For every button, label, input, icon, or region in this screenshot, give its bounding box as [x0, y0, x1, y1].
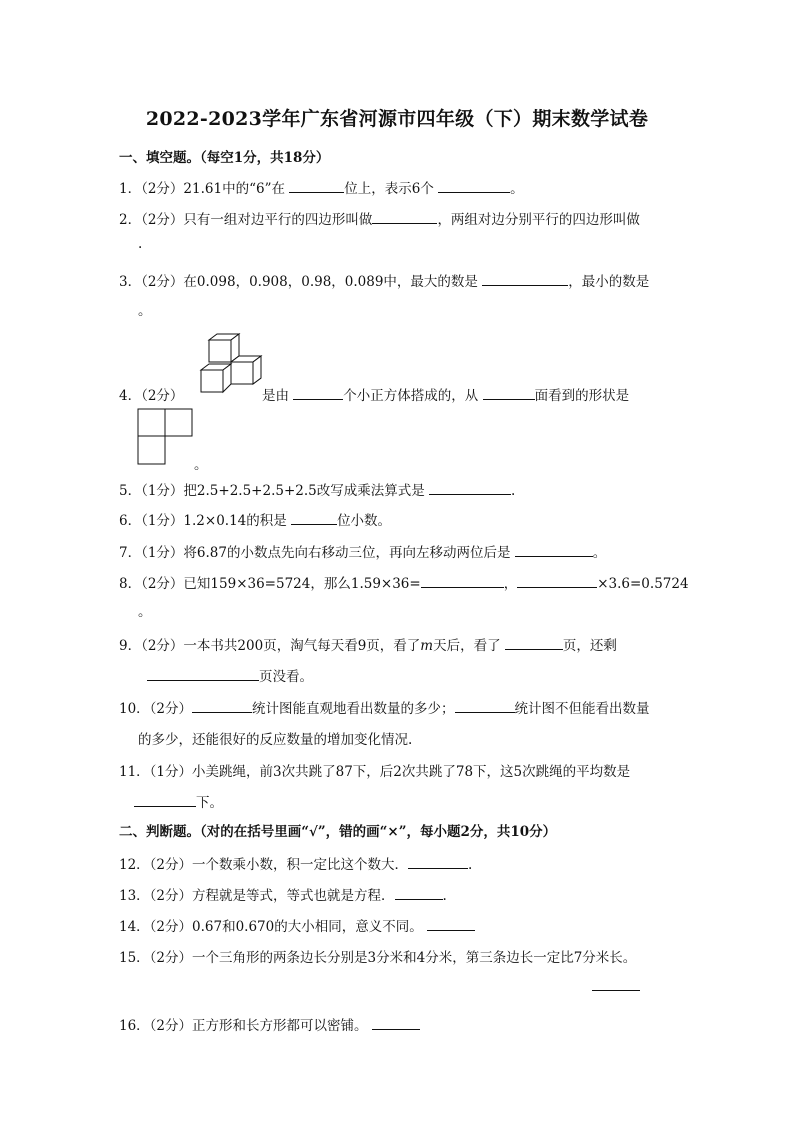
question-15: 15．（2分）一个三角形的两条边长分别是3分米和4分米，第三条边长一定比7分米长。: [119, 950, 637, 966]
question-11: 11．（1分）小美跳绳，前3次共跳了87下，后2次共跳了78下，这5次跳绳的平均数是: [119, 764, 631, 780]
question-15-continued: [592, 978, 640, 995]
question-2-continued: .: [138, 236, 143, 252]
question-4: 是由 个小正方体搭成的，从 面看到的形状是: [262, 388, 630, 404]
answer-blank[interactable]: [438, 180, 510, 193]
answer-blank[interactable]: [517, 575, 597, 588]
answer-blank[interactable]: [408, 856, 468, 869]
answer-blank[interactable]: [372, 211, 437, 224]
answer-blank[interactable]: [421, 575, 504, 588]
question-6: 6．（1分）1.2×0.14的积是 位小数。: [119, 513, 392, 529]
question-9-continued: 页没看。: [147, 665, 313, 685]
section-fill-blank-heading: 一、填空题。（每空1分，共18分）: [119, 150, 330, 166]
question-12: 12．（2分）一个数乘小数，积一定比这个数大． .: [119, 857, 473, 873]
answer-blank[interactable]: [372, 1017, 420, 1030]
answer-blank[interactable]: [293, 387, 343, 400]
answer-blank[interactable]: [134, 794, 196, 807]
question-14: 14．（2分）0.67和0.670的大小相同，意义不同。: [119, 915, 475, 935]
question-1: 1．（2分）21.61中的“6”在 位上，表示6个 。: [119, 181, 524, 197]
answer-blank[interactable]: [482, 273, 568, 286]
question-8: 8．（2分）已知159×36=5724，那么1.59×36= ， ×3.6=0.5724: [119, 576, 689, 592]
question-11-continued: 下。: [134, 791, 223, 811]
question-4-label: 4．（2分）: [119, 388, 184, 404]
answer-blank[interactable]: [427, 918, 475, 931]
view-shape-figure: [137, 408, 193, 465]
page-title: 2022-2023学年广东省河源市四年级（下）期末数学试卷: [145, 108, 649, 130]
question-3-continued: 。: [138, 303, 152, 319]
question-10-continued: 的多少，还能很好的反应数量的增加变化情况.: [138, 732, 413, 748]
question-13: 13．（2分）方程就是等式，等式也就是方程． .: [119, 888, 447, 904]
question-3: 3．（2分）在0.098，0.908，0.98，0.089中，最大的数是 ，最小的数是: [119, 274, 650, 290]
answer-blank[interactable]: [483, 387, 535, 400]
question-16: 16．（2分）正方形和长方形都可以密铺。: [119, 1014, 420, 1034]
answer-blank[interactable]: [289, 180, 344, 193]
question-5: 5．（1分）把2.5+2.5+2.5+2.5改写成乘法算式是 .: [119, 483, 516, 499]
answer-blank[interactable]: [192, 700, 252, 713]
answer-blank[interactable]: [291, 512, 337, 525]
cube-stack-figure: [199, 332, 263, 396]
question-4-continued: 。: [194, 457, 208, 473]
answer-blank[interactable]: [592, 978, 640, 991]
question-9: 9．（2分）一本书共200页，淘气每天看9页，看了m天后，看了 页，还剩: [119, 638, 617, 654]
answer-blank[interactable]: [455, 700, 515, 713]
answer-blank[interactable]: [429, 482, 511, 495]
section-true-false-heading: 二、判断题。（对的在括号里画“√”，错的画“×”，每小题2分，共10分）: [119, 824, 557, 840]
question-10: 10．（2分） 统计图能直观地看出数量的多少； 统计图不但能看出数量: [119, 701, 650, 717]
answer-blank[interactable]: [395, 887, 443, 900]
answer-blank[interactable]: [505, 637, 563, 650]
answer-blank[interactable]: [515, 544, 593, 557]
answer-blank[interactable]: [147, 668, 259, 681]
question-8-continued: 。: [138, 604, 152, 620]
question-7: 7．（1分）将6.87的小数点先向右移动三位，再向左移动两位后是 。: [119, 545, 607, 561]
question-2: 2．（2分）只有一组对边平行的四边形叫做 ，两组对边分别平行的四边形叫做: [119, 212, 640, 228]
